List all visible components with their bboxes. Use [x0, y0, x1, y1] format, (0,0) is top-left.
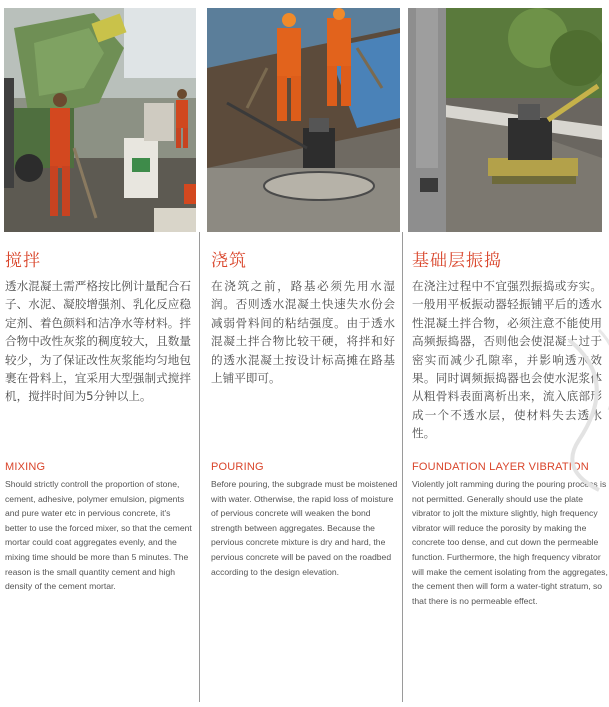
watermark-graphic: [559, 320, 609, 500]
mixing-en-body: Should strictly controll the proportion of stone, cement, adhesive, polymer emulsion, pigments and pure water etc in pervious concrete, it's better to use the forced mixer, so that the cement mortar could coat aggregates evenly, and the mixing time should be more than 5 minutes. The reason is the small quantity cement and high density of the cement mortar.: [5, 479, 192, 592]
pouring-cn-body: 在浇筑之前，路基必须先用水湿润。否则透水混凝土快速失水份会减弱骨料间的粘结强度。由于透水混凝土拌合物比较干硬，将拌和好的透水混凝土按设计标高摊在路基上铺平即可。: [211, 279, 395, 386]
pouring-en-body: Before pouring, the subgrade must be moistened with water. Otherwise, the rapid loss of moisture of pervious concrete will weaken the bond strength between aggregates. Because the pervious concrete mixture is dry and hard, the pervious concrete will be paved on the roadbed according to the design elevation.: [211, 479, 398, 577]
mixing-photo: [4, 8, 196, 232]
mixing-en-title: MIXING: [5, 461, 46, 473]
column-vibration: [406, 0, 609, 707]
pouring-en-title: POURING: [211, 461, 264, 473]
vibration-en-title: FOUNDATION LAYER VIBRATION: [412, 461, 589, 473]
column-mixing: [0, 0, 198, 707]
vibration-en-body: Violently jolt ramming during the pouring process is not permitted. Generally should use the plate vibrator to jolt the mixture slightly, high frequency vibrator will reduce the porosity by making the concrete too dense, and cut down the permeable function. Furthermore, the high frequency vibrator will make the cement isolating from the aggregates, the cement then will form a water-tight stratum, so that there is no permeable effect.: [412, 479, 608, 606]
column-divider-2: [402, 232, 403, 702]
mixing-cn-body: 透水混凝土需严格按比例计量配合石子、水泥、凝胶增强剂、乳化反应稳定剂、着色颜料和洁净水等材料。拌合物中改性灰浆的稠度较大，且数量较少，为了保证改性灰浆能均匀地包裹在骨料上，宜采用大型强制式搅拌机，搅拌时间为5分钟以上。: [5, 279, 191, 404]
pouring-photo: [207, 8, 400, 232]
column-divider-1: [199, 232, 200, 702]
column-pouring: [205, 0, 402, 707]
pouring-cn-title: 浇筑: [211, 251, 247, 271]
vibration-cn-title: 基础层振捣: [412, 251, 502, 271]
vibration-photo: [408, 8, 602, 232]
vibration-cn-body: 在浇注过程中不宜强烈振捣或夯实。一般用平板振动器轻振铺平后的透水性混凝土拌合物，必须注意不能使用高频振捣器，否则他会使混凝土过于密实而减少孔隙率，并影响透水效果。同时调频振捣器也会使水泥浆体从粗骨料表面离析出来，流入底部形成一个不透水层，使材料失去透水性。: [412, 279, 602, 441]
mixing-cn-title: 搅拌: [5, 251, 41, 271]
